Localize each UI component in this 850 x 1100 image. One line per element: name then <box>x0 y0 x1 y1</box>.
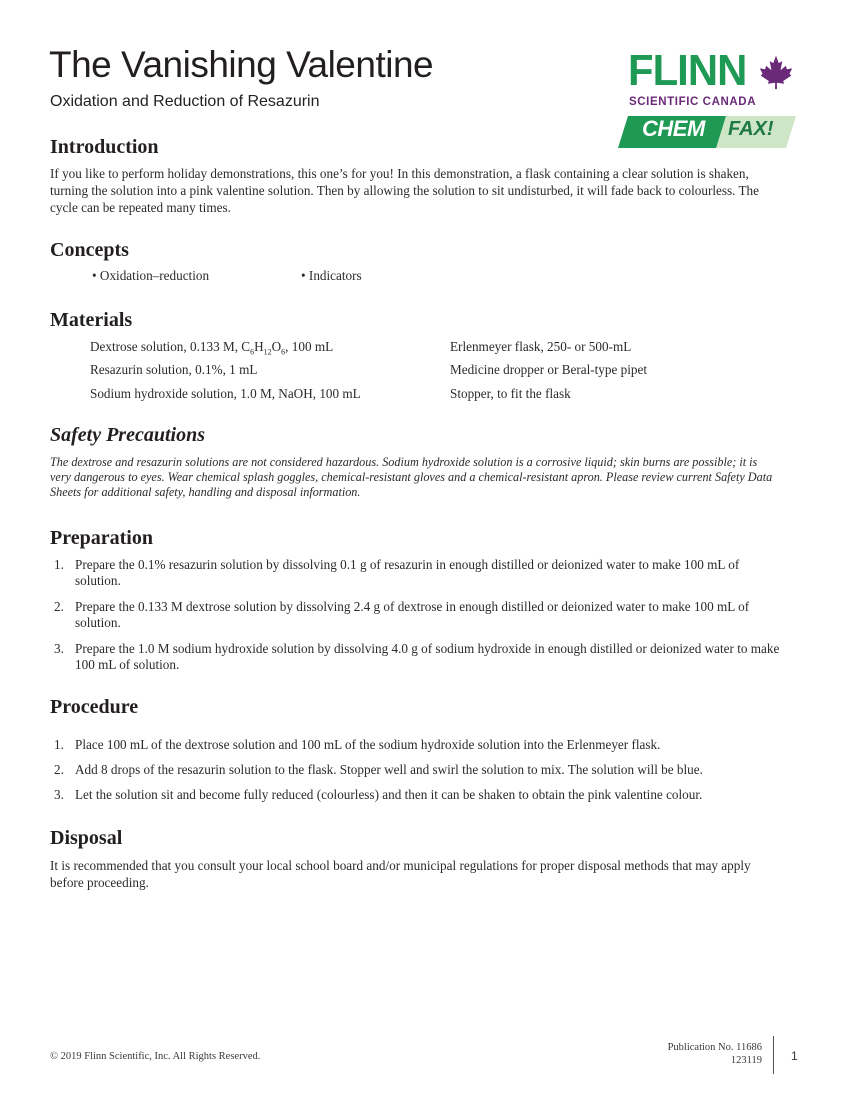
introduction-text: If you like to perform holiday demonstrations, this one’s for you! In this demonstration, a flask containing a clear solution is shaken, turning the solution into a pink valentine solution. Then by allowing the solution to sit undisturbed, it will fade back to colourless. The cycle can be repeated many times. <box>50 166 759 215</box>
list-item: 3. Let the solution sit and become fully reduced (colourless) and then it can be shaken to obtain the pink valentine colour. <box>54 787 703 802</box>
publication-code: 123119 <box>730 1055 762 1066</box>
material-item: Erlenmeyer flask, 250- or 500-mL <box>450 339 632 354</box>
list-item: 2. Add 8 drops of the resazurin solution to the flask. Stopper well and swirl the solution to mix. The solution will be blue. <box>54 762 703 777</box>
procedure-list <box>50 737 780 803</box>
preparation-heading: Preparation <box>50 527 153 549</box>
list-item: 1. Place 100 mL of the dextrose solution and 100 mL of the sodium hydroxide solution into the Erlenmeyer flask. <box>54 737 661 752</box>
concept-item: • Indicators <box>301 268 362 283</box>
page-title: The Vanishing Valentine <box>49 44 434 85</box>
page-subtitle: Oxidation and Reduction of Resazurin <box>50 93 320 110</box>
logo-chem: CHEM <box>642 116 705 141</box>
list-item: 1. Prepare the 0.1% resazurin solution by dissolving 0.1 g of resazurin in enough distilled or deionized water to make 100 mL of solution. <box>54 557 740 588</box>
list-item: 2. Prepare the 0.133 M dextrose solution by dissolving 2.4 g of dextrose in enough distilled or deionized water to make 100 mL of solution. <box>54 599 750 630</box>
publication-number: Publication No. 11686 <box>667 1042 762 1053</box>
preparation-list <box>50 557 780 673</box>
maple-leaf-icon <box>758 54 794 90</box>
material-item: Stopper, to fit the flask <box>450 386 571 401</box>
logo-fax: FAX! <box>728 118 774 140</box>
material-item: Sodium hydroxide solution, 1.0 M, NaOH, 100 mL <box>90 386 361 401</box>
safety-text: The dextrose and resazurin solutions are not considered hazardous. Sodium hydroxide solution is a corrosive liquid; skin burns are possible; it is very dangerous to eyes. Wear chemical splash goggles, chemical-resistant gloves and a chemical-resistant apron. Please review current Safety Data Sheets for additional safety, handling and disposal information. <box>50 455 773 499</box>
disposal-text: It is recommended that you consult your local school board and/or municipal regulations for proper disposal methods that may apply before proceeding. <box>50 858 751 890</box>
concept-item: • Oxidation–reduction <box>92 268 210 283</box>
materials-heading: Materials <box>50 309 133 331</box>
safety-heading: Safety Precautions <box>50 424 205 446</box>
introduction-heading: Introduction <box>50 136 159 158</box>
logo-brand: FLINN <box>628 46 747 95</box>
publication-info <box>668 1041 762 1067</box>
footer-divider <box>773 1036 774 1074</box>
copyright-text: © 2019 Flinn Scientific, Inc. All Rights Reserved. <box>50 1051 261 1062</box>
logo-region: SCIENTIFIC CANADA <box>629 96 757 108</box>
material-item: Dextrose solution, 0.133 M, $C_6H_{12}O_6$, 100 mL <box>90 339 334 357</box>
concepts-heading: Concepts <box>50 239 129 261</box>
page-number: 1 <box>791 1049 798 1063</box>
procedure-heading: Procedure <box>50 696 139 718</box>
material-item: Resazurin solution, 0.1%, 1 mL <box>90 362 258 377</box>
disposal-heading: Disposal <box>50 827 123 849</box>
list-item: 3. Prepare the 1.0 M sodium hydroxide solution by dissolving 4.0 g of sodium hydroxide in enough distilled or deionized water to make 100 mL of solution. <box>54 641 780 672</box>
material-item: Medicine dropper or Beral-type pipet <box>450 362 648 377</box>
flinn-logo <box>618 46 802 154</box>
